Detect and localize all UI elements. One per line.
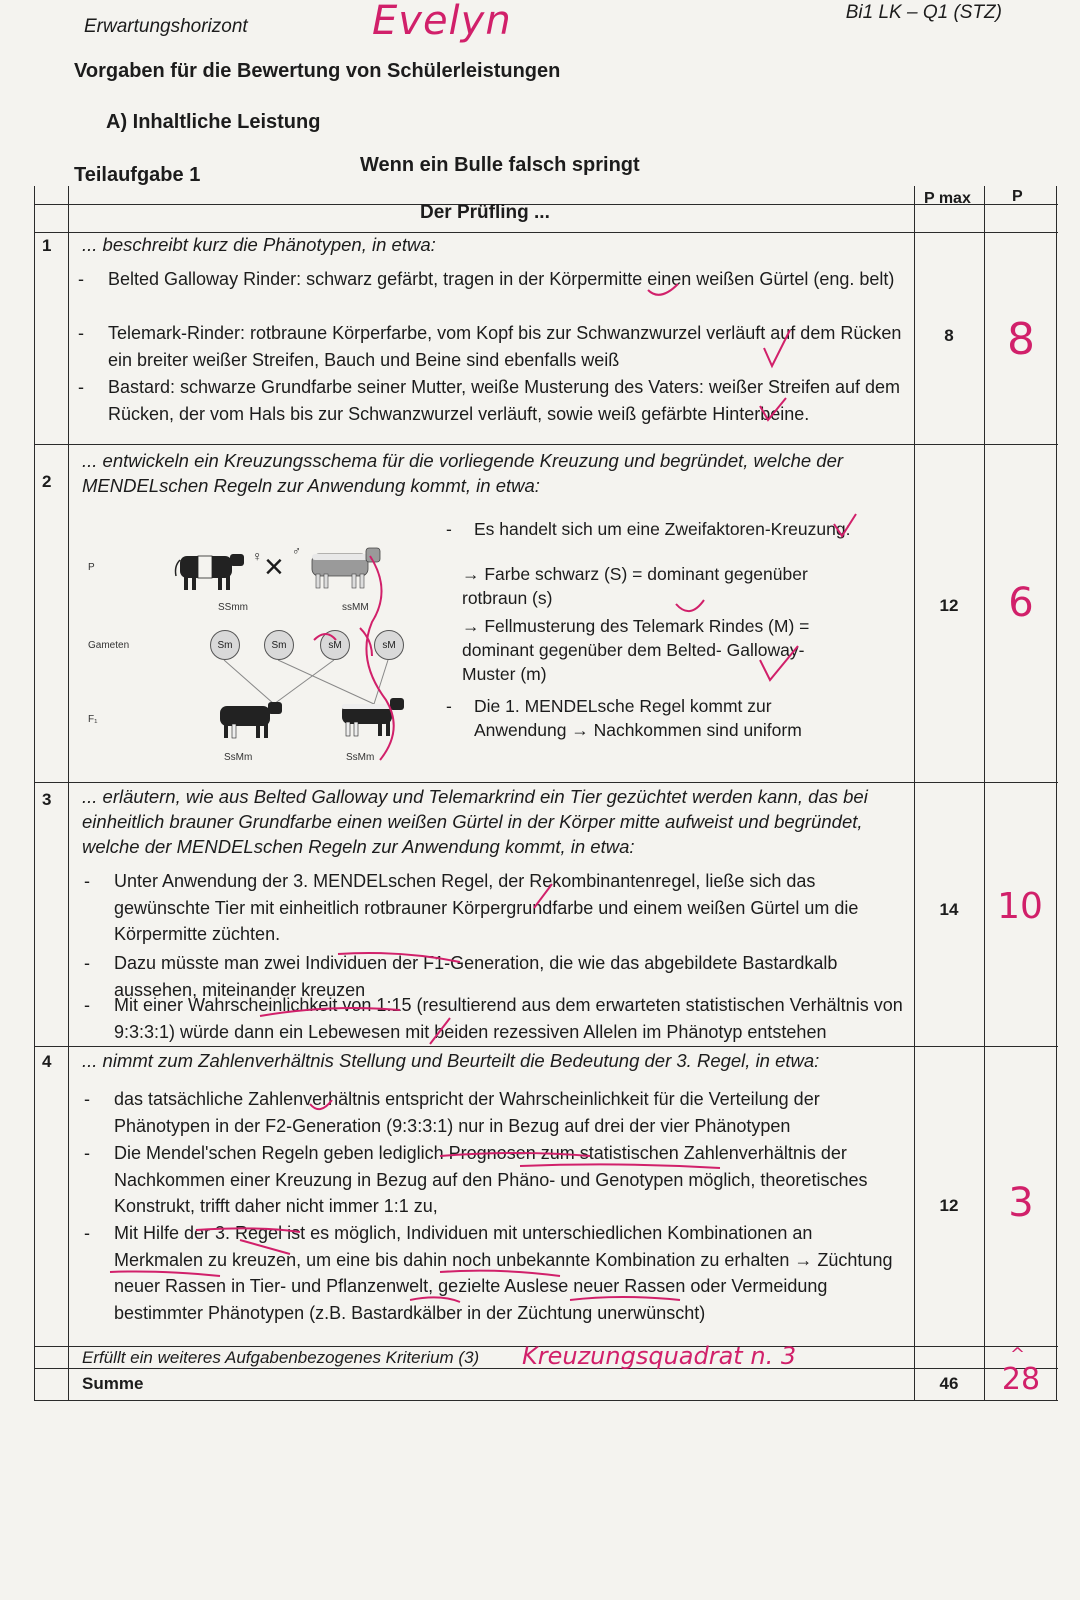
bullet-text: Mit einer Wahrscheinlichkeit von 1:15 (resultierend aus dem erwarteten statistischen Verhältnis von 9:3:3:1) würde dann ein Lebewesen mit beiden rezessiven Allelen im Phänotyp entstehen [114,995,903,1042]
pmax-value: 12 [939,596,959,615]
criteria-column-header: Der Prüfling ... [420,202,550,223]
row-number: 2 [42,472,52,491]
f1-genotype: SsMm [346,752,375,763]
f1-generation-label: F₁ [88,714,98,725]
student-name: Evelyn [372,0,512,44]
gamete-circle: sM [374,630,404,660]
pmax-value: 14 [939,900,959,919]
bullet-text: Die 1. MENDELsche Regel kommt zur Anwendung → Nachkommen sind uniform [474,696,802,740]
task-title: Wenn ein Bulle falsch springt [360,154,640,176]
gamete-circle: sM [320,630,350,660]
pmax-column-header: P max [924,190,971,207]
handwritten-note-suffix: n. 3 [750,1342,797,1370]
criterion-intro: ... beschreibt kurz die Phänotypen, in etwa: [82,234,436,255]
bullet-text: Dazu müsste man zwei Individuen der F1-Generation, die wie das abgebildete Bastardkalb aussehen, miteinander kreuzen [114,953,838,1000]
criterion-bullet: - Belted Galloway Rinder: schwarz gefärbt, tragen in der Körpermitte einen weißen Gürtel (eng. belt) [78,269,895,289]
criterion-intro: ... entwickeln ein Kreuzungsschema für die vorliegende Kreuzung und begründet, welche der MENDELschen Regeln zur Anwendung kommt, in etwa: [82,450,844,496]
page-heading: Vorgaben für die Bewertung von Schülerleistungen [74,60,561,82]
pmax-value: 12 [939,1196,959,1215]
dominance-note: → Fellmusterung des Telemark Rindes (M) = dominant gegenüber dem Belted- Galloway-Muster (m) [462,616,810,684]
sum-label: Summe [82,1374,144,1393]
bullet-text: Mit Hilfe der 3. Regel ist es möglich, Individuen mit unterschiedlichen Kombinationen an Merkmalen zu kreuzen, um eine bis dahin noch unbekannte Kombination zu erhalten → Züchtung neuer Rassen in Tier- und Pflanzenwelt, gezielte Auslese neuer Rassen oder Vermeidung bestimmter Phänotypen (z.B. Bastardkälber in der Züchtung unerwünscht) [114,1223,893,1323]
gametes-label: Gameten [88,640,130,651]
p-generation-label: P [88,562,95,573]
criterion-bullet: - Die Mendel'schen Regeln geben lediglich Prognosen zum statistischen Zahlenverhältnis der Nachkommen einer Kreuzung in Bezug auf den Phäno- und Genotypen möglich, theoretisches Konstrukt, trifft daher nicht immer 1:1 zu, [84,1143,868,1216]
gamete-circle: Sm [210,630,240,660]
criterion-bullet: - Dazu müsste man zwei Individuen der F1-Generation, die wie das abgebildete Bastardkalb aussehen, miteinander kreuzen [84,953,838,1000]
awarded-score: 3 [1008,1180,1034,1226]
criterion-bullet: - Unter Anwendung der 3. MENDELschen Regel, der Rekombinantenregel, ließe sich das gewünschte Tier mit einheitlich rotbrauner Körpergrundfarbe und einem weißen Gürtel um die Körpermitte züchten. [84,871,859,944]
row-number: 4 [42,1052,52,1071]
male-symbol: ♂ [292,544,301,558]
bullet-text: Die Mendel'schen Regeln geben lediglich Prognosen zum statistischen Zahlenverhältnis der Nachkommen einer Kreuzung in Bezug auf den Phäno- und Genotypen möglich, theoretisches Konstrukt, trifft daher nicht immer 1:1 zu, [114,1143,868,1216]
f1-genotype: SsMm [224,752,253,763]
extra-criterion-score: ^ [1010,1344,1026,1365]
row-number: 1 [42,236,52,255]
p-column-header: P [1012,188,1023,205]
criterion-bullet: - Mit einer Wahrscheinlichkeit von 1:15 (resultierend aus dem erwarteten statistischen Verhältnis von 9:3:3:1) würde dann ein Lebewesen mit beiden rezessiven Allelen im Phänotyp entstehen [84,995,903,1042]
parent2-genotype: ssMM [342,602,369,613]
bullet-text: das tatsächliche Zahlenverhältnis entspricht der Wahrscheinlichkeit für die Verteilung der Phänotypen in der F2-Generation (9:3:3:1) nur in Bezug auf drei der vier Phänotypen [114,1089,820,1136]
pmax-value: 8 [944,326,954,345]
parent1-genotype: SSmm [218,602,248,613]
bullet-text: Es handelt sich um eine Zweifaktoren-Kreuzung: [474,519,851,539]
awarded-score: 6 [1008,580,1034,626]
section-title: A) Inhaltliche Leistung [106,111,321,133]
course-label: Bi1 LK – Q1 (STZ) [845,2,1002,23]
row-number: 3 [42,790,52,809]
handwritten-note: Kreuzungsquadrat [522,1342,743,1370]
criterion-bullet: - Mit Hilfe der 3. Regel ist es möglich, Individuen mit unterschiedlichen Kombinationen an Merkmalen zu kreuzen, um eine bis dahin noch unbekannte Kombination zu erhalten → Züchtung neuer Rassen in Tier- und Pflanzenwelt, gezielte Auslese neuer Rassen oder Vermeidung bestimmter Phänotypen (z.B. Bastardkälber in der Züchtung unerwünscht) [84,1223,893,1323]
criterion-bullet: - das tatsächliche Zahlenverhältnis entspricht der Wahrscheinlichkeit für die Verteilung der Phänotypen in der F2-Generation (9:3:3:1) nur in Bezug auf drei der vier Phänotypen [84,1089,820,1136]
criterion-bullet: - Es handelt sich um eine Zweifaktoren-Kreuzung: [446,519,851,539]
dominance-note: → Farbe schwarz (S) = dominant gegenüber rotbraun (s) [462,564,808,608]
gamete-circle: Sm [264,630,294,660]
awarded-score: 10 [997,886,1043,927]
criterion-bullet: - Telemark-Rinder: rotbraune Körperfarbe, vom Kopf bis zur Schwanzwurzel verläuft auf dem Rücken ein breiter weißer Streifen, Bauch und Beine sind ebenfalls weiß [78,323,902,370]
sum-awarded-score: 28 [1001,1362,1041,1397]
cross-symbol: × [264,548,284,586]
awarded-score: 8 [1007,314,1035,365]
bullet-text: Belted Galloway Rinder: schwarz gefärbt, tragen in der Körpermitte einen weißen Gürtel (eng. belt) [108,269,895,289]
criterion-bullet: - Bastard: schwarze Grundfarbe seiner Mutter, weiße Musterung des Vaters: weißer Streifen auf dem Rücken, der vom Hals bis zur Schwanzwurzel verläuft, sowie weiß gefärbte Hinterbeine. [78,377,901,424]
criterion-intro: ... erläutern, wie aus Belted Galloway und Telemarkrind ein Tier gezüchtet werden kann, das bei einheitlich brauner Grundfarbe einen weißen Gürtel in der Körper mitte aufweist und begründet, welche der MENDELschen Regeln zur Anwendung kommt, in etwa: [82,786,868,857]
extra-criterion-label: Erfüllt ein weiteres Aufgabenbezogenes Kriterium (3) [82,1348,480,1367]
doc-type: Erwartungshorizont [84,16,248,37]
criterion-bullet: - Die 1. MENDELsche Regel kommt zur Anwendung → Nachkommen sind uniform [446,696,802,740]
bullet-text: Unter Anwendung der 3. MENDELschen Regel, der Rekombinantenregel, ließe sich das gewünschte Tier mit einheitlich rotbrauner Körpergrundfarbe und einem weißen Gürtel um die Körpermitte züchten. [114,871,859,944]
bullet-text: Telemark-Rinder: rotbraune Körperfarbe, vom Kopf bis zur Schwanzwurzel verläuft auf dem Rücken ein breiter weißer Streifen, Bauch und Beine sind ebenfalls weiß [108,323,902,370]
female-symbol: ♀ [252,548,263,564]
criterion-intro: ... nimmt zum Zahlenverhältnis Stellung und Beurteilt die Bedeutung der 3. Regel, in etwa: [82,1050,820,1071]
task-label: Teilaufgabe 1 [74,164,201,186]
sum-pmax: 46 [939,1374,959,1393]
bullet-text: Bastard: schwarze Grundfarbe seiner Mutter, weiße Musterung des Vaters: weißer Streifen auf dem Rücken, der vom Hals bis zur Schwanzwurzel verläuft, sowie weiß gefärbte Hinterbeine. [108,377,901,424]
